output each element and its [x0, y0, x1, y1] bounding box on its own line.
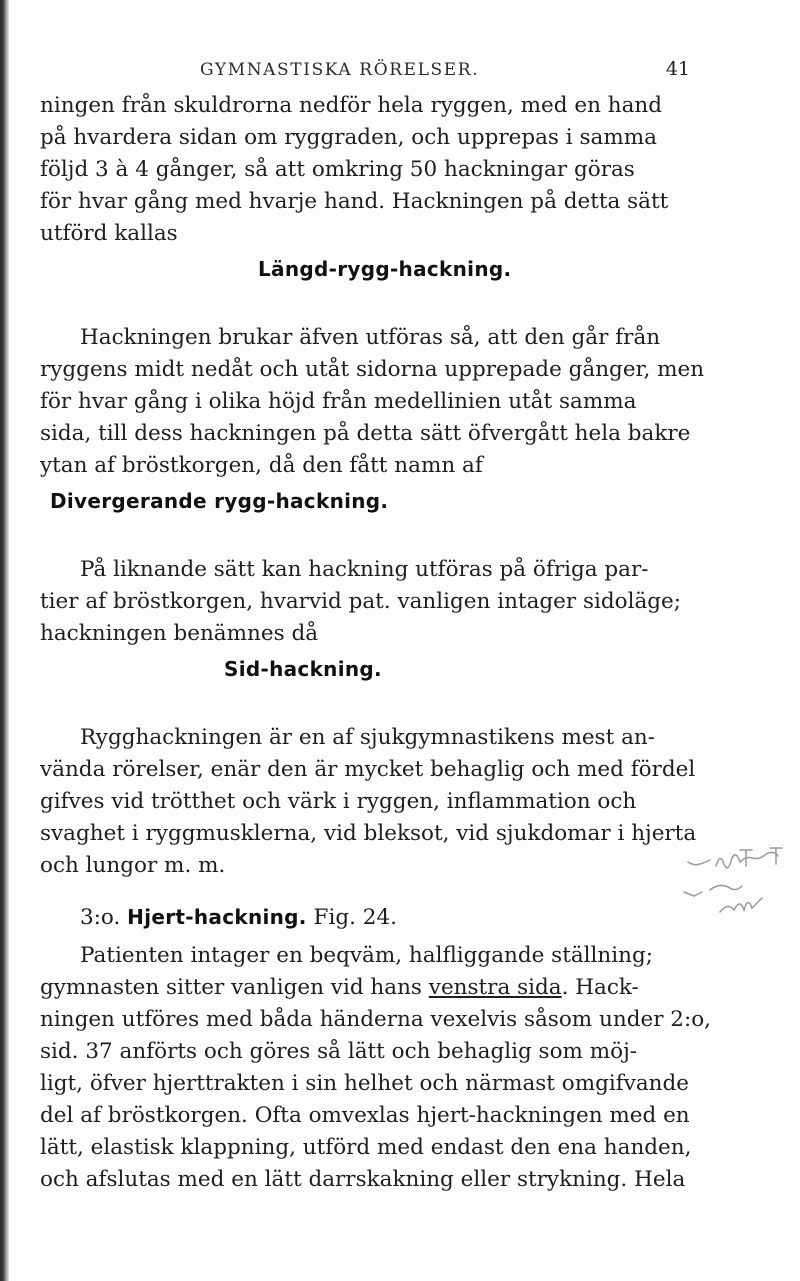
text-line: [40, 970, 639, 1005]
text-line: lätt, elastisk klappning, utförd med endast den ena handen,: [40, 1135, 692, 1160]
text-line: del af bröstkorgen. Ofta omvexlas hjert-hackningen med en: [40, 1103, 690, 1128]
text-line: och lungor m. m.: [40, 853, 226, 878]
book-spine-edge: [0, 0, 9, 1281]
text-line: följd 3 à 4 gånger, så att omkring 50 hackningar göras: [40, 157, 635, 182]
text-line: Rygghackningen är en af sjukgymnastikens mest an-: [80, 725, 655, 750]
running-title: GYMNASTISKA RÖRELSER.: [200, 60, 480, 80]
text-line: för hvar gång med hvarje hand. Hackningen på detta sätt: [40, 189, 669, 214]
section-heading: Divergerande rygg-hackning.: [50, 489, 389, 513]
text-line: ningen utföres med båda händerna vexelvis såsom under 2:o,: [40, 1007, 712, 1032]
text-segment: . Hack-: [561, 975, 639, 1000]
text-line: svaghet i ryggmusklerna, vid bleksot, vid sjukdomar i hjerta: [40, 821, 697, 846]
text-line: utförd kallas: [40, 221, 178, 246]
text-line: tier af bröstkorgen, hvarvid pat. vanligen intager sidoläge;: [40, 589, 682, 614]
section-number: 3:o.: [80, 905, 121, 930]
text-line: för hvar gång i olika höjd från medellinien utåt samma: [40, 389, 637, 414]
section-title: Hjert-hackning.: [127, 905, 307, 929]
text-segment: gymnasten sitter vanligen vid hans: [40, 975, 429, 1000]
pencil-annotation: [680, 840, 790, 920]
section-heading: Längd-rygg-hackning.: [258, 257, 512, 281]
section-heading: Sid-hackning.: [224, 657, 382, 681]
text-line: sida, till dess hackningen på detta sätt öfvergått hela bakre: [40, 421, 691, 446]
text-line: På liknande sätt kan hackning utföras på öfriga par-: [80, 557, 649, 582]
text-line: ligt, öfver hjerttrakten i sin helhet och närmast omgifvande: [40, 1071, 690, 1096]
figure-reference: Fig. 24.: [313, 905, 397, 930]
text-line: sid. 37 anförts och göres så lätt och behaglig som möj-: [40, 1039, 638, 1064]
text-line: ytan af bröstkorgen, då den fått namn af: [40, 453, 483, 478]
page-number: 41: [665, 58, 690, 80]
text-line: ryggens midt nedåt och utåt sidorna upprepade gånger, men: [40, 357, 705, 382]
text-line: hackningen benämnes då: [40, 621, 319, 646]
text-line: Patienten intager en beqväm, halfliggande ställning;: [80, 943, 653, 968]
text-line: ningen från skuldrorna nedför hela ryggen, med en hand: [40, 93, 663, 118]
section-line: [80, 900, 397, 935]
text-line: och afslutas med en lätt darrskakning eller strykning. Hela: [40, 1167, 686, 1192]
underlined-text: venstra sida: [428, 975, 562, 1000]
text-line: Hackningen brukar äfven utföras så, att den går från: [80, 325, 661, 350]
page-header: [130, 60, 690, 88]
text-line: vända rörelser, enär den är mycket behaglig och med fördel: [40, 757, 696, 782]
text-line: på hvardera sidan om ryggraden, och upprepas i samma: [40, 125, 657, 150]
text-line: gifves vid trötthet och värk i ryggen, inflammation och: [40, 789, 637, 814]
